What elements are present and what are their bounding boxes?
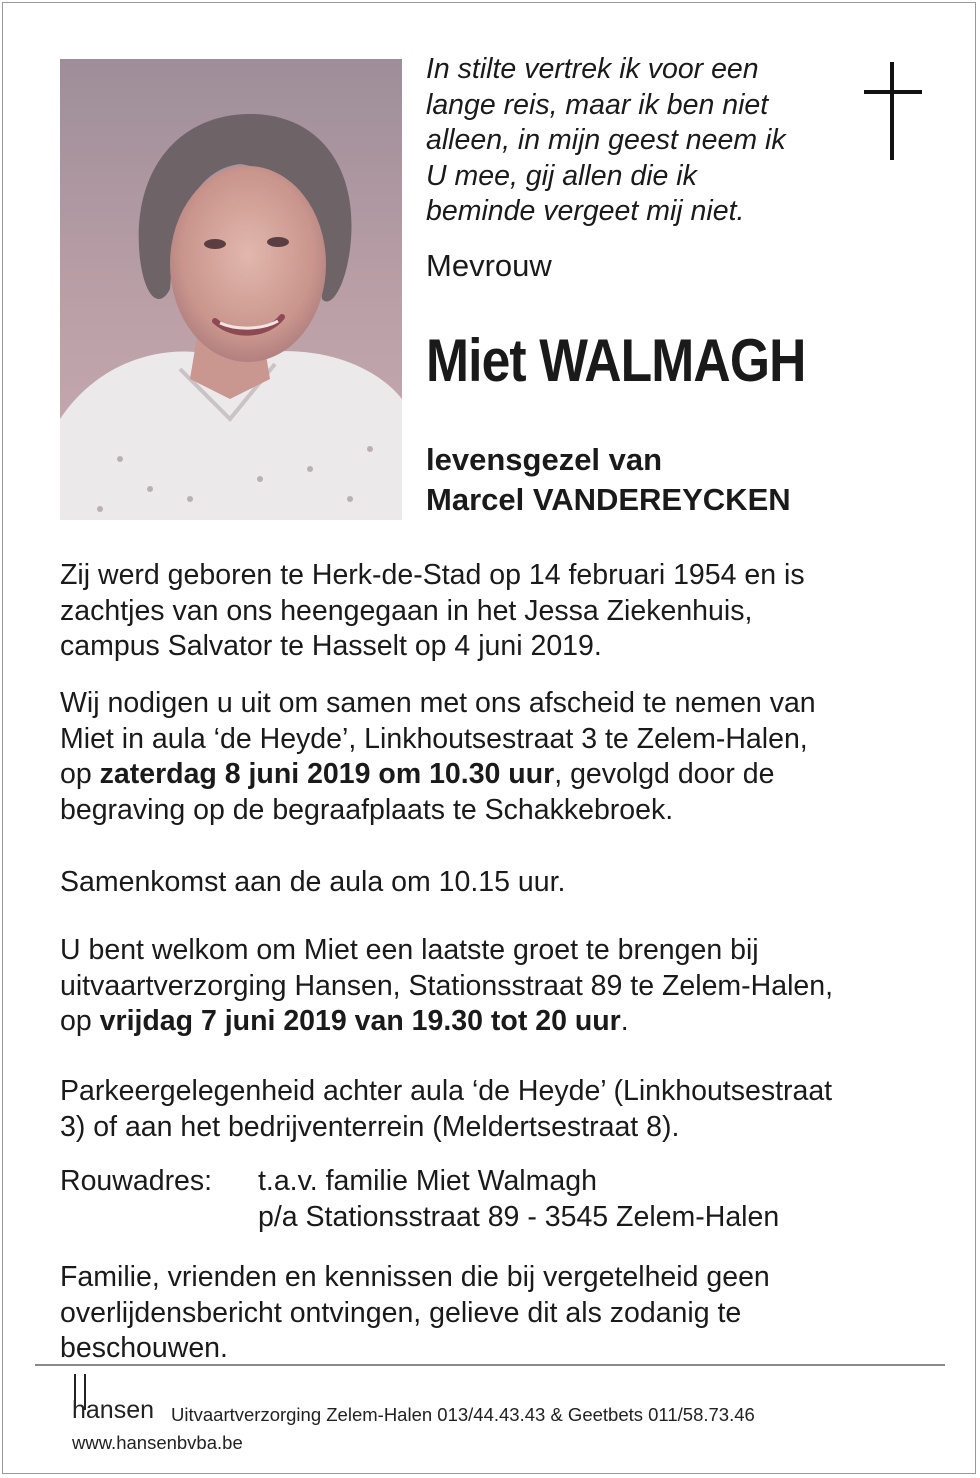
text-line — [60, 1164, 940, 1200]
text-line: zachtjes van ons heengegaan in het Jessa Ziekenhuis, — [60, 594, 753, 627]
mourning-address — [60, 1164, 940, 1235]
poem-line: alleen, in mijn geest neem ik — [426, 124, 786, 156]
text-line: Zij werd geboren te Herk-de-Stad op 14 februari 1954 en is — [60, 559, 805, 591]
poem-line: beminde vergeet mij niet. — [426, 195, 745, 227]
deceased-name: Miet WALMAGH — [426, 327, 806, 394]
text-line: 3) of aan het bedrijventerrein (Meldertsestraat 8). — [60, 1110, 680, 1143]
poem-line: In stilte vertrek ik voor een — [426, 53, 759, 85]
text-line: overlijdensbericht ontvingen, gelieve dit als zodanig te — [60, 1296, 742, 1329]
text-line: begraving op de begraafplaats te Schakkebroek. — [60, 793, 674, 826]
text-span: op — [60, 758, 100, 790]
website-link[interactable]: www.hansenbvba.be — [72, 1432, 243, 1453]
birth-death-paragraph — [60, 558, 940, 665]
portrait-photo — [60, 59, 402, 520]
text-span: . — [620, 1005, 629, 1037]
text-line: campus Salvator te Hasselt op 4 juni 2019. — [60, 630, 602, 662]
partner-info — [426, 440, 791, 520]
gathering-paragraph — [60, 865, 940, 901]
poem — [426, 52, 846, 230]
text-line: Parkeergelegenheid achter aula ‘de Heyde’ (Linkhoutsestraat — [60, 1075, 833, 1107]
text-line — [60, 1004, 940, 1040]
address-line: p/a Stationsstraat 89 - 3545 Zelem-Halen — [258, 1200, 780, 1233]
text-line: Wij nodigen u uit om samen met ons afscheid te nemen van — [60, 687, 816, 719]
text-line: beschouwen. — [60, 1332, 228, 1364]
footer-divider — [35, 1364, 945, 1366]
text-span: op — [60, 1005, 100, 1037]
text-line — [60, 757, 940, 793]
cross-icon — [864, 62, 922, 160]
parking-paragraph — [60, 1074, 940, 1145]
partner-relation: levensgezel van — [426, 442, 663, 477]
logo-text: hansen — [72, 1396, 155, 1424]
visitation-datetime: vrijdag 7 juni 2019 van 19.30 tot 20 uur — [99, 1005, 621, 1037]
ceremony-datetime: zaterdag 8 juni 2019 om 10.30 uur — [99, 758, 555, 790]
hansen-logo — [72, 1372, 167, 1424]
poem-line: U mee, gij allen die ik — [426, 159, 697, 192]
text-line: Familie, vrienden en kennissen die bij vergetelheid geen — [60, 1261, 770, 1293]
notice-paragraph — [60, 1260, 940, 1367]
address-line: t.a.v. familie Miet Walmagh — [258, 1165, 597, 1197]
text-line: uitvaartverzorging Hansen, Stationsstraat 89 te Zelem-Halen, — [60, 969, 834, 1002]
text-line — [60, 1200, 940, 1236]
text-span: , gevolgd door de — [554, 758, 775, 790]
salutation: Mevrouw — [426, 248, 552, 283]
text-line: Miet in aula ‘de Heyde’, Linkhoutsestraat 3 te Zelem-Halen, — [60, 722, 808, 755]
visitation-paragraph — [60, 933, 940, 1040]
text-line: Samenkomst aan de aula om 10.15 uur. — [60, 866, 566, 898]
partner-name: Marcel VANDEREYCKEN — [426, 482, 791, 517]
address-label: Rouwadres: — [60, 1165, 213, 1197]
text-line: U bent welkom om Miet een laatste groet te brengen bij — [60, 934, 759, 966]
farewell-paragraph — [60, 686, 940, 828]
funeral-home-info: Uitvaartverzorging Zelem-Halen 013/44.43.43 & Geetbets 011/58.73.46 — [171, 1404, 755, 1425]
poem-line: lange reis, maar ik ben niet — [426, 88, 769, 121]
